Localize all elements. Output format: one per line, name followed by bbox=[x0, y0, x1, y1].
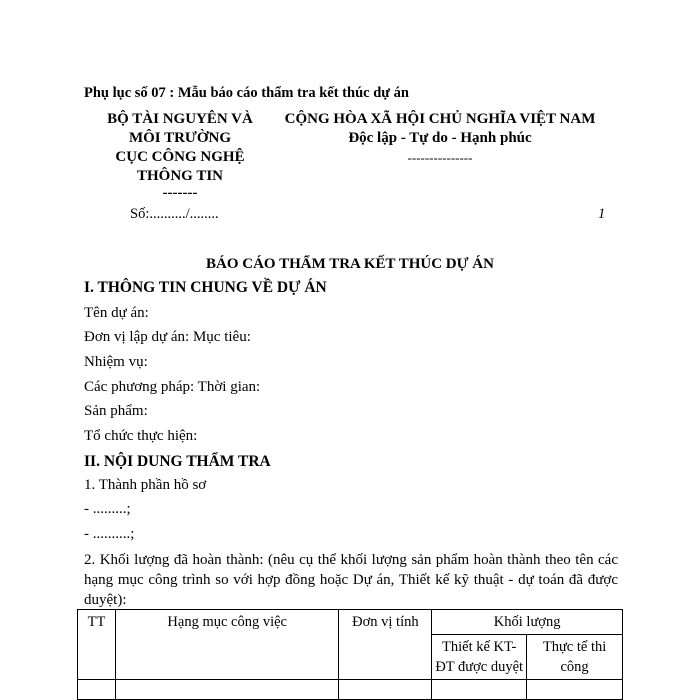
appendix-title: Phụ lục số 07 : Mẫu báo cáo thẩm tra kết thúc dự án bbox=[84, 85, 409, 101]
table-cell bbox=[339, 680, 432, 700]
table-cell bbox=[527, 680, 623, 700]
column-header-actual: Thực tế thi công bbox=[527, 635, 623, 680]
page-number: 1 bbox=[598, 206, 606, 222]
table-cell bbox=[78, 680, 116, 700]
column-header-unit: Đơn vị tính bbox=[339, 610, 432, 680]
issuing-agency bbox=[90, 110, 270, 200]
right-separator: --------------- bbox=[407, 150, 473, 165]
department-line-2: THÔNG TIN bbox=[137, 168, 223, 184]
item-completed-volume: 2. Khối lượng đã hoàn thành: (nêu cụ thể khối lượng sản phẩm hoàn thành theo tên các hạng mục công trình so với hợp đồng hoặc Dự án, Thiết kế kỹ thuật - dự toán đã được duyệt): bbox=[84, 552, 618, 608]
field-project-name: Tên dự án: bbox=[84, 305, 149, 321]
republic-name: CỘNG HÒA XÃ HỘI CHỦ NGHĨA VIỆT NAM bbox=[284, 111, 596, 127]
table-cell bbox=[115, 680, 339, 700]
field-methods-time: Các phương pháp: Thời gian: bbox=[84, 379, 261, 395]
ministry-line-2: MÔI TRƯỜNG bbox=[128, 130, 232, 146]
column-header-design-approved: Thiết kế KT-ĐT được duyệt bbox=[432, 635, 527, 680]
field-unit-objective: Đơn vị lập dự án: Mục tiêu: bbox=[84, 329, 251, 345]
national-header bbox=[270, 110, 610, 167]
field-products: Sản phẩm: bbox=[84, 403, 148, 419]
work-volume-table bbox=[77, 609, 623, 700]
table-cell bbox=[432, 680, 527, 700]
dossier-bullet-1: - .........; bbox=[84, 501, 131, 517]
column-header-volume: Khối lượng bbox=[432, 610, 623, 635]
left-separator: ------- bbox=[162, 185, 198, 201]
column-header-tt: TT bbox=[78, 610, 116, 680]
item-dossier: 1. Thành phần hồ sơ bbox=[84, 477, 207, 493]
ministry-line-1: BỘ TÀI NGUYÊN VÀ bbox=[107, 111, 253, 127]
section-1-heading: I. THÔNG TIN CHUNG VỀ DỰ ÁN bbox=[84, 279, 327, 296]
field-tasks: Nhiệm vụ: bbox=[84, 354, 148, 370]
field-organization: Tổ chức thực hiện: bbox=[84, 428, 198, 444]
document-number: Số:........../........ bbox=[130, 206, 219, 222]
department-line-1: CỤC CÔNG NGHỆ bbox=[115, 149, 245, 165]
column-header-work-item: Hạng mục công việc bbox=[115, 610, 339, 680]
dossier-bullet-2: - ..........; bbox=[84, 526, 135, 542]
national-motto: Độc lập - Tự do - Hạnh phúc bbox=[348, 130, 532, 146]
section-2-heading: II. NỘI DUNG THẨM TRA bbox=[84, 453, 271, 470]
report-title: BÁO CÁO THẨM TRA KẾT THÚC DỰ ÁN bbox=[206, 256, 494, 272]
